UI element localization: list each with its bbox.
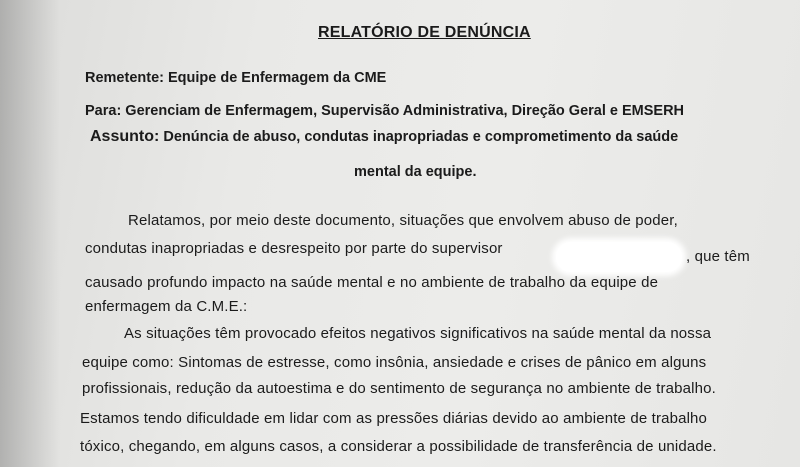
paragraph-line: Relatamos, por meio deste documento, situações que envolvem abuso de poder, <box>128 212 678 229</box>
paragraph-line: causado profundo impacto na saúde mental e no ambiente de trabalho da equipe de <box>85 274 659 291</box>
paragraph-line: tóxico, chegando, em alguns casos, a considerar a possibilidade de transferência de unidade. <box>80 438 717 455</box>
paragraph-line: Estamos tendo dificuldade em lidar com as pressões diárias devido ao ambiente de trabalho <box>80 410 708 427</box>
paragraph-line: , que têm <box>686 248 750 265</box>
redaction-mark <box>556 242 682 272</box>
sender-line: Remetente: Equipe de Enfermagem da CME <box>85 70 387 86</box>
paragraph-line: profissionais, redução da autoestima e do sentimento de segurança no ambiente de trabalho. <box>82 380 716 397</box>
subject-line <box>90 128 678 146</box>
paragraph-line: enfermagem da C.M.E.: <box>85 298 248 315</box>
paragraph-line: condutas inapropriadas e desrespeito por parte do supervisor <box>85 240 503 257</box>
paragraph-line: As situações têm provocado efeitos negativos significativos na saúde mental da nossa <box>124 325 712 342</box>
subject-text: Denúncia de abuso, condutas inapropriadas e comprometimento da saúde <box>163 129 679 145</box>
recipients-line: Para: Gerenciam de Enfermagem, Supervisão Administrativa, Direção Geral e EMSERH <box>85 103 685 119</box>
subject-label: Assunto: <box>90 128 160 145</box>
page-shadow <box>0 0 60 467</box>
paragraph-line: equipe como: Sintomas de estresse, como insônia, ansiedade e crises de pânico em alguns <box>82 354 707 371</box>
document-title: RELATÓRIO DE DENÚNCIA <box>318 24 531 41</box>
subject-text-continued: mental da equipe. <box>354 164 477 180</box>
